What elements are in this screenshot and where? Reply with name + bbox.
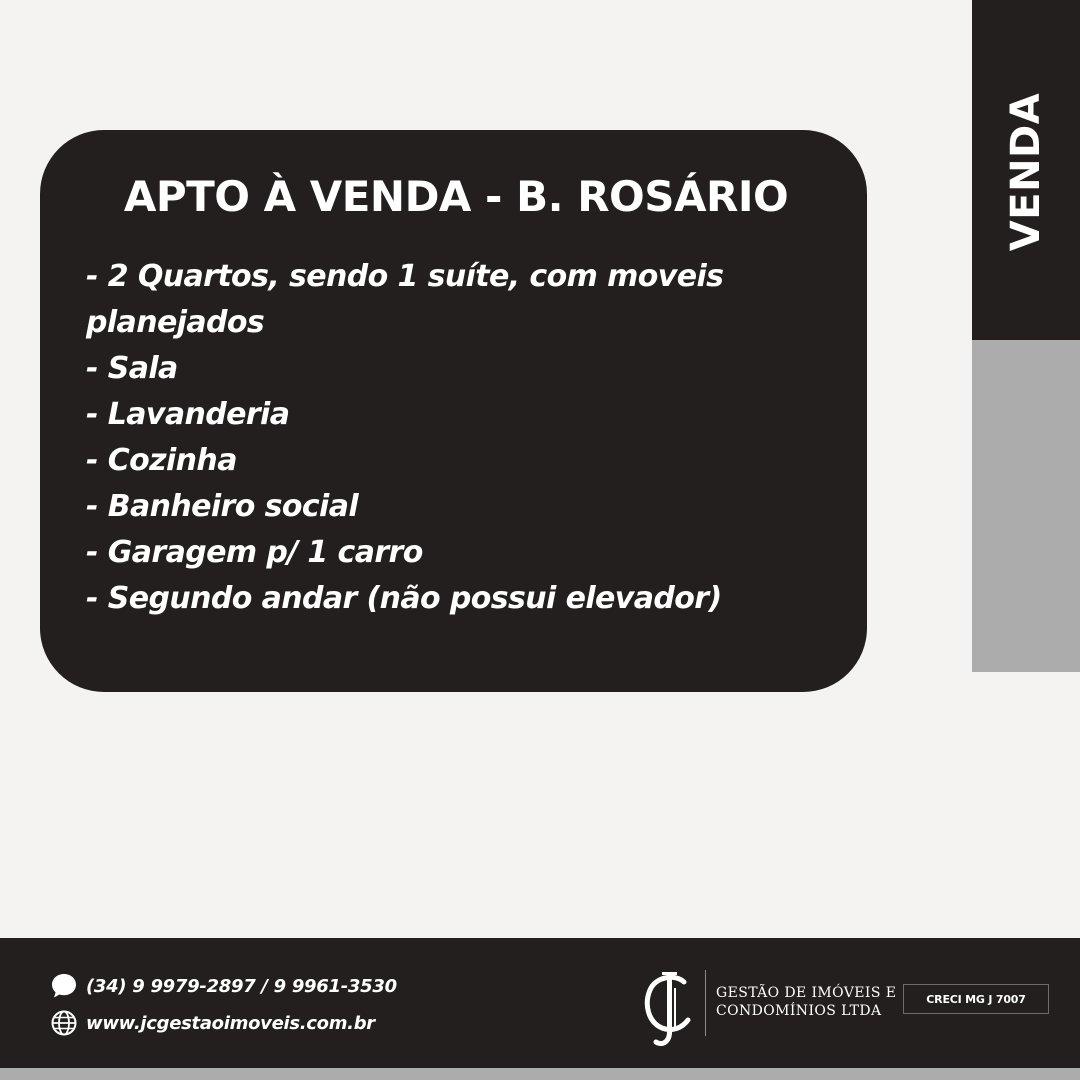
chat-bubble-icon: [50, 972, 78, 1000]
listing-title: APTO À VENDA - B. ROSÁRIO: [123, 172, 789, 221]
footer: [0, 938, 1080, 1068]
company-name: [716, 984, 896, 1020]
creci-badge: CRECI MG J 7007: [903, 984, 1049, 1014]
feature-item: - Garagem p/ 1 carro: [86, 530, 826, 576]
website-link[interactable]: [50, 1009, 375, 1037]
side-banner-label: VENDA: [1003, 92, 1049, 252]
feature-list: [86, 254, 826, 622]
side-banner: [972, 0, 1080, 340]
phone-numbers: (34) 9 9979-2897 / 9 9961-3530: [86, 975, 397, 997]
feature-item: - Segundo andar (não possui elevador): [86, 576, 826, 622]
side-banner-accent: [972, 340, 1080, 672]
feature-item: - Cozinha: [86, 438, 826, 484]
company-name-line2: CONDOMÍNIOS LTDA: [716, 1003, 882, 1019]
globe-icon: [50, 1009, 78, 1037]
listing-card: [40, 130, 867, 692]
company-name-line1: GESTÃO DE IMÓVEIS E: [716, 985, 897, 1001]
feature-item: - Sala: [86, 346, 826, 392]
footer-accent-strip: [0, 1068, 1080, 1080]
website-url: www.jcgestaoimoveis.com.br: [86, 1012, 375, 1034]
phone-contact[interactable]: [50, 972, 397, 1000]
feature-item: - 2 Quartos, sendo 1 suíte, com moveis planejados: [86, 254, 826, 346]
company-logo: [640, 968, 698, 1048]
feature-item: - Lavanderia: [86, 392, 826, 438]
logo-divider: [705, 970, 706, 1036]
feature-item: - Banheiro social: [86, 484, 826, 530]
